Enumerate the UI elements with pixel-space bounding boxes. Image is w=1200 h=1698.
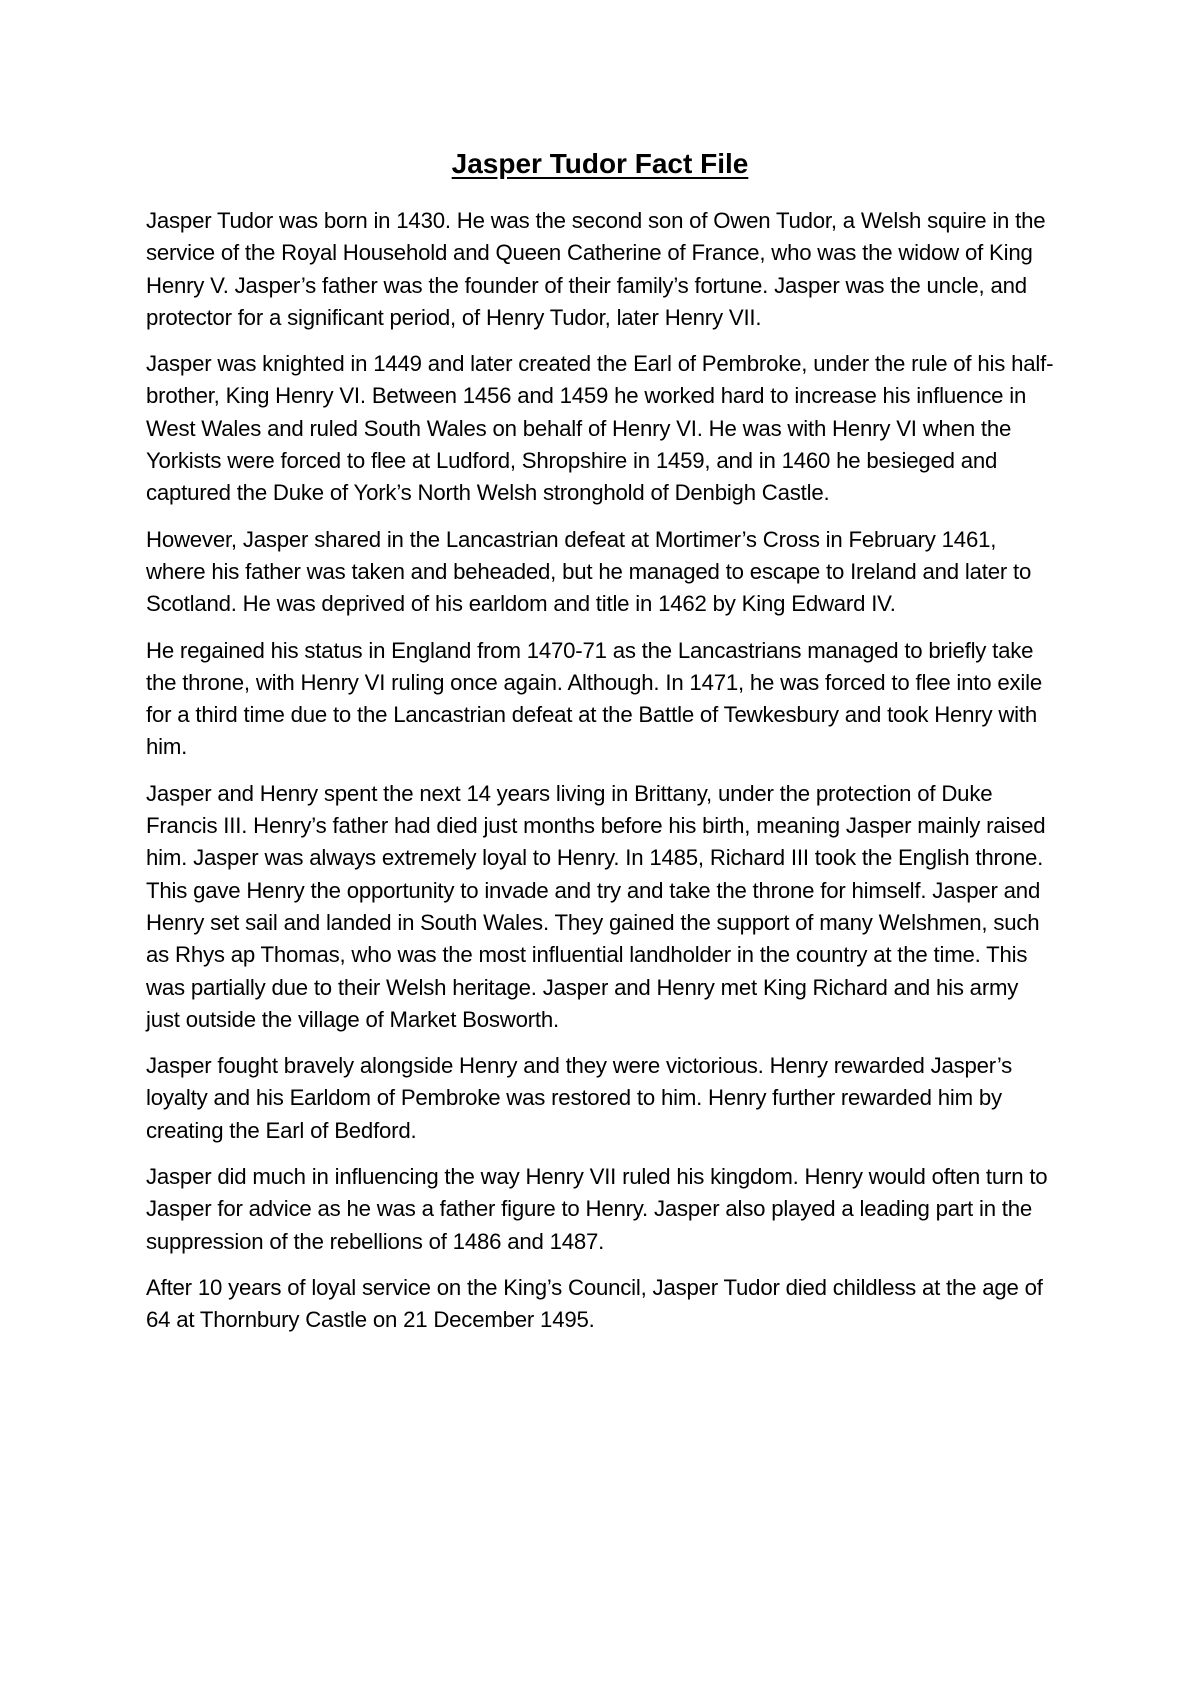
paragraph-death: After 10 years of loyal service on the King’s Council, Jasper Tudor died childless at the age of 64 at Thornbury Castle on 21 December 1495. [146,1274,1043,1333]
paragraph-mortimers-cross: However, Jasper shared in the Lancastrian defeat at Mortimer’s Cross in February 1461, where his father was taken and beheaded, but he managed to escape to Ireland and later to Scotland. He was deprived of his earldom and title in 1462 by King Edward IV. [146,526,1032,617]
paragraph-regained-status: He regained his status in England from 1470-71 as the Lancastrians managed to briefly take the throne, with Henry VI ruling once again. Although. In 1471, he was forced to flee into exile for a third time due to the Lancastrian defeat at the Battle of Tewkesbury and took Henry with him. [146,637,1042,760]
document-title [0,148,1200,180]
paragraph-influence: Jasper did much in influencing the way Henry VII ruled his kingdom. Henry would often turn to Jasper for advice as he was a father figure to Henry. Jasper also played a leading part in the suppression of the rebellions of 1486 and 1487. [146,1164,1048,1254]
paragraph-brittany: Jasper and Henry spent the next 14 years living in Brittany, under the protection of Duke Francis III. Henry’s father had died just months before his birth, meaning Jasper mainly raised him. Jasper was always extremely loyal to Henry. In 1485, Richard III took the English throne. This gave Henry the opportunity to invade and try and take the throne for himself. Jasper and Henry set sail and landed in South Wales. They gained the support of many Welshmen, such as Rhys ap Thomas, who was the most influential landholder in the country at the time. This was partially due to their Welsh heritage. Jasper and Henry met King Richard and his army just outside the village of Market Bosworth. [146,780,1046,1032]
paragraph-knighted: Jasper was knighted in 1449 and later created the Earl of Pembroke, under the rule of his half-brother, King Henry VI. Between 1456 and 1459 he worked hard to increase his influence in West Wales and ruled South Wales on behalf of Henry VI. He was with Henry VI when the Yorkists were forced to flee at Ludford, Shropshire in 1459, and in 1460 he besieged and captured the Duke of York’s North Welsh stronghold of Denbigh Castle. [146,351,1054,506]
document-title-text: Jasper Tudor Fact File [451,148,749,179]
document-body [146,205,1056,1351]
paragraph-victory: Jasper fought bravely alongside Henry and they were victorious. Henry rewarded Jasper’s loyalty and his Earldom of Pembroke was restored to him. Henry further rewarded him by creating the Earl of Bedford. [146,1053,1013,1143]
paragraph-birth: Jasper Tudor was born in 1430. He was the second son of Owen Tudor, a Welsh squire in the service of the Royal Household and Queen Catherine of France, who was the widow of King Henry V. Jasper’s father was the founder of their family’s fortune. Jasper was the uncle, and protector for a significant period, of Henry Tudor, later Henry VII. [146,208,1046,330]
